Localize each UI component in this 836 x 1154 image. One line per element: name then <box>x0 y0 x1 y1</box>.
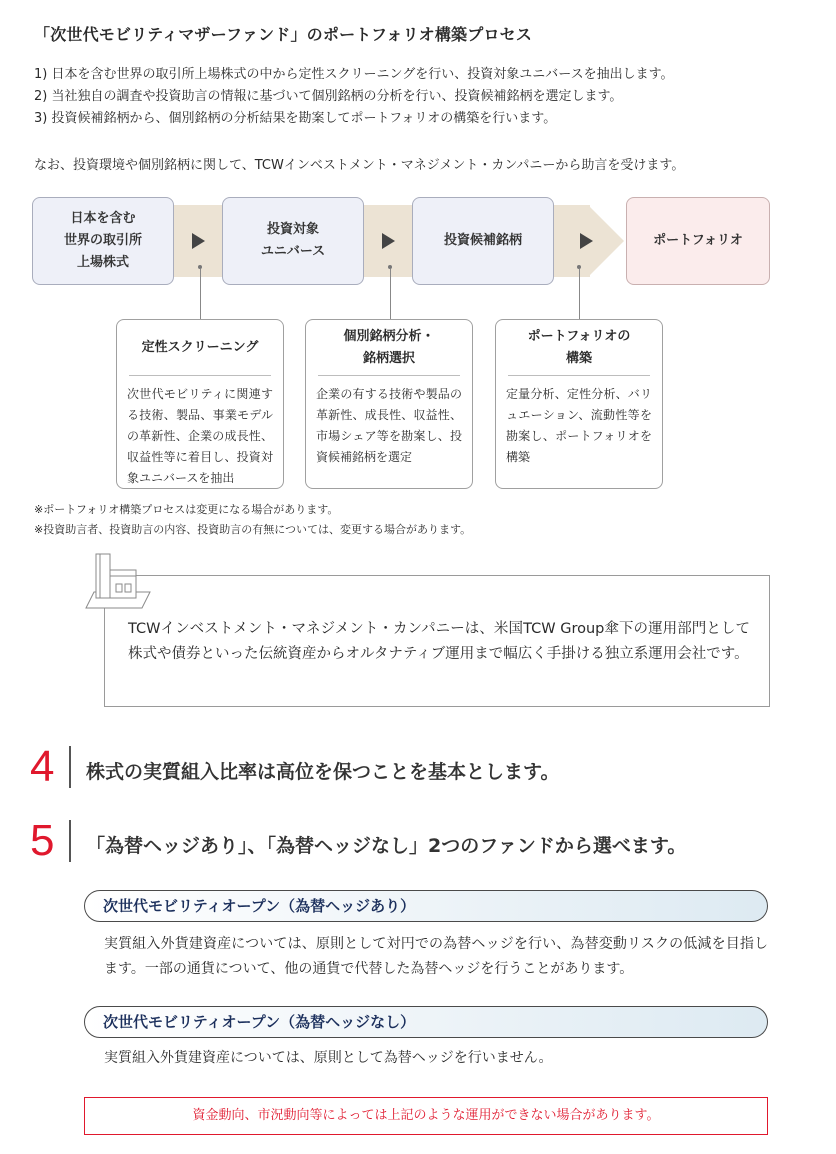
fund-name-unhedged: 次世代モビリティオープン（為替ヘッジなし） <box>84 1006 768 1038</box>
connector-line <box>579 269 580 319</box>
card-screening <box>116 319 284 489</box>
fund-desc-hedged: 実質組入外貨建資産については、原則として対円での為替ヘッジを行い、為替変動リスクの低減を目指します。一部の通貨について、他の通貨で代替した為替ヘッジを行うことがあります。 <box>104 936 768 977</box>
arrow-right-icon <box>192 233 205 249</box>
card-body: 定量分析、定性分析、バリュエーション、流動性等を勘案し、ポートフォリオを構築 <box>506 387 652 464</box>
flow-box-candidates: 投資候補銘柄 <box>412 197 554 285</box>
feature-heading: 株式の実質組入比率は高位を保つことを基本とします。 <box>86 761 560 783</box>
card-analysis <box>305 319 473 489</box>
caution-2: ※投資助言者、投資助言の内容、投資助言の有無については、変更する場合があります。 <box>34 523 472 536</box>
connector-line <box>390 269 391 319</box>
flow-box-universe: 投資対象 ユニバース <box>222 197 364 285</box>
fund-desc-unhedged: 実質組入外貨建資産については、原則として為替ヘッジを行いません。 <box>104 1050 553 1066</box>
connector-line <box>200 269 201 319</box>
step-3: 3) 投資候補銘柄から、個別銘柄の分析結果を勘案してポートフォリオの構築を行います。 <box>34 111 557 126</box>
step-1: 1) 日本を含む世界の取引所上場株式の中から定性スクリーニングを行い、投資対象ユニバースを抽出します。 <box>34 67 674 82</box>
caution-notes <box>34 500 471 540</box>
step-2: 2) 当社独自の調査や投資助言の情報に基づいて個別銘柄の分析を行い、投資候補銘柄を選定します。 <box>34 89 623 104</box>
arrow-right-icon <box>580 233 593 249</box>
card-title: ポートフォリオの 構築 <box>508 320 650 376</box>
feature-heading: 「為替ヘッジあり」、「為替ヘッジなし」2つのファンドから選べます。 <box>86 835 687 857</box>
advisor-note: なお、投資環境や個別銘柄に関して、TCWインベストメント・マネジメント・カンパニーから助言を受けます。 <box>34 158 685 173</box>
feature-number: 4 <box>30 742 55 791</box>
process-steps <box>34 64 674 130</box>
warning-box: 資金動向、市況動向等によっては上記のような運用ができない場合があります。 <box>84 1097 768 1135</box>
card-title: 個別銘柄分析・ 銘柄選択 <box>318 320 460 376</box>
feature-divider <box>69 820 71 862</box>
arrow-right-icon <box>382 233 395 249</box>
tcw-description: TCWインベストメント・マネジメント・カンパニーは、米国TCW Group傘下の運用部門として株式や債券といった伝統資産からオルタナティブ運用まで幅広く手掛ける独立系運用会社です。 <box>128 621 750 662</box>
card-portfolio <box>495 319 663 489</box>
flow-band-tip <box>588 205 624 277</box>
card-body: 次世代モビリティに関連する技術、製品、事業モデルの革新性、企業の成長性、収益性等に着目し、投資対象ユニバースを抽出 <box>127 387 273 485</box>
feature-number: 5 <box>30 816 55 865</box>
card-title: 定性スクリーニング <box>129 320 271 376</box>
flow-box-portfolio: ポートフォリオ <box>626 197 770 285</box>
flow-box-listed-stocks: 日本を含む 世界の取引所 上場株式 <box>32 197 174 285</box>
feature-divider <box>69 746 71 788</box>
page-title: 「次世代モビリティマザーファンド」のポートフォリオ構築プロセス <box>34 25 533 44</box>
caution-1: ※ポートフォリオ構築プロセスは変更になる場合があります。 <box>34 503 339 516</box>
card-body: 企業の有する技術や製品の革新性、成長性、収益性、市場シェア等を勘案し、投資候補銘柄を選定 <box>316 387 462 464</box>
building-icon <box>82 548 154 610</box>
fund-name-hedged: 次世代モビリティオープン（為替ヘッジあり） <box>84 890 768 922</box>
